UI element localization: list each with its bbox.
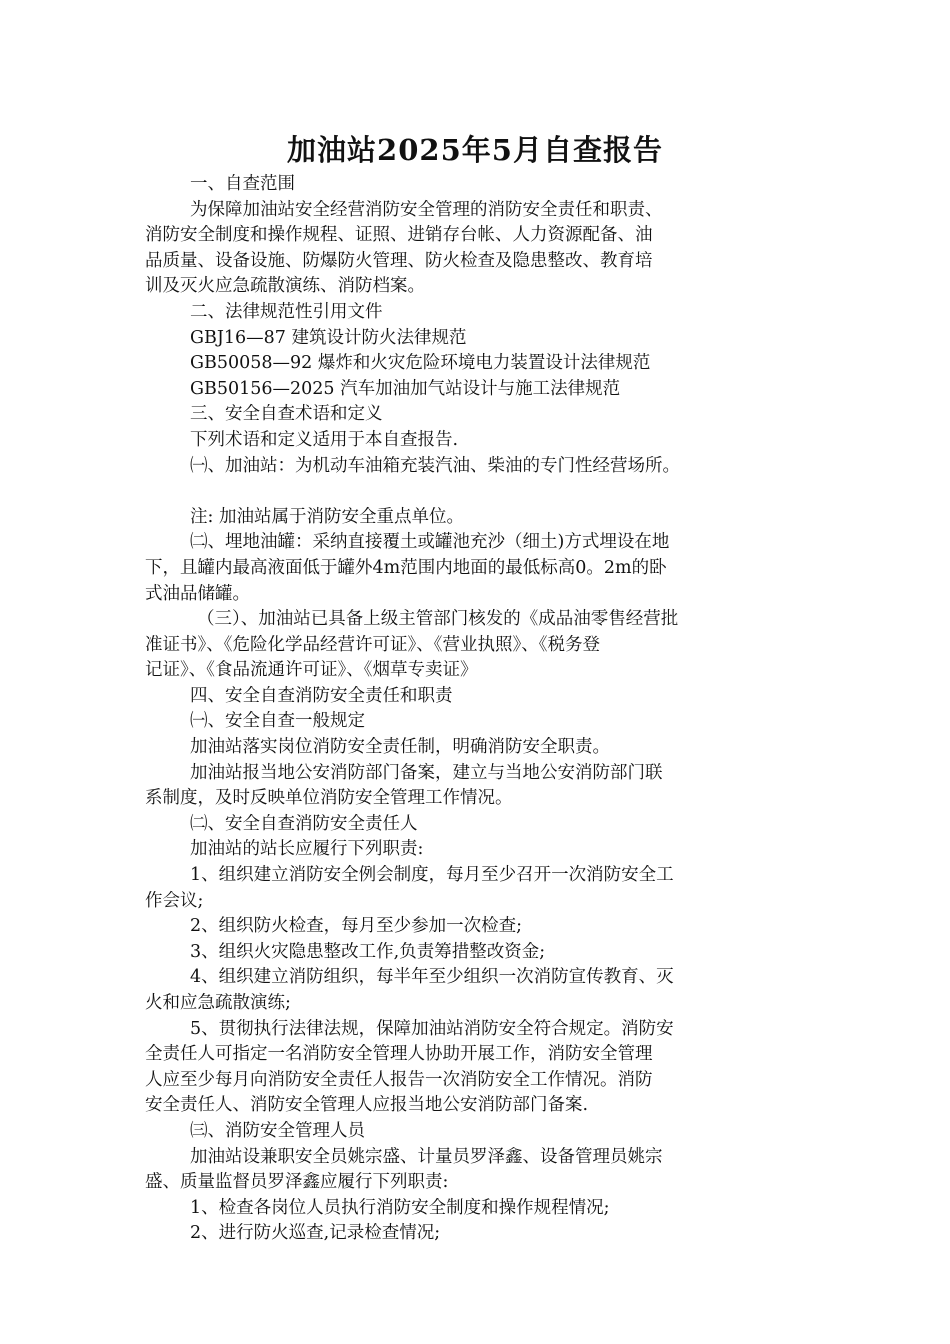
text-line: 2、进行防火巡查,记录检查情况;	[190, 1223, 441, 1244]
text-line: 盛、质量监督员罗泽鑫应履行下列职责:	[145, 1172, 449, 1193]
text-line: 加油站落实岗位消防安全责任制，明确消防安全职责。	[190, 737, 610, 758]
text-line: 2、组织防火检查，每月至少参加一次检查;	[190, 916, 523, 937]
text-line: 一、自查范围	[190, 174, 295, 194]
text-line: ㈠、加油站：为机动车油箱充装汽油、柴油的专门性经营场所。	[190, 455, 680, 476]
text-line: 火和应急疏散演练;	[145, 993, 291, 1013]
text-line: 3、组织火灾隐患整改工作,负责筹措整改资金;	[190, 941, 546, 962]
document-title: 加油站2025年5月自查报告	[287, 133, 663, 167]
text-line: 全责任人可指定一名消防安全管理人协助开展工作，消防安全管理	[145, 1044, 653, 1065]
text-line: 准证书》、《危险化学品经营许可证》、《营业执照》、《税务登	[145, 634, 600, 655]
text-line: 式油品储罐。	[145, 583, 250, 604]
text-line: 为保障加油站安全经营消防安全管理的消防安全责任和职责、	[190, 199, 663, 220]
text-line: 加油站报当地公安消防部门备案，建立与当地公安消防部门联	[190, 762, 663, 783]
text-line: ㈡、埋地油罐：采纳直接覆土或罐池充沙（细土)方式埋设在地	[190, 532, 670, 553]
text-line: 加油站的站长应履行下列职责:	[190, 839, 424, 860]
text-line: 系制度，及时反映单位消防安全管理工作情况。	[145, 788, 513, 809]
text-line: 消防安全制度和操作规程、证照、进销存台帐、人力资源配备、油	[145, 225, 653, 246]
text-line: ㈠、安全自查一般规定	[190, 711, 365, 732]
text-line: 训及灭火应急疏散演练、消防档案。	[145, 276, 425, 297]
text-line: 加油站设兼职安全员姚宗盛、计量员罗泽鑫、设备管理员姚宗	[190, 1146, 663, 1167]
document-body	[145, 172, 805, 1247]
text-line: 1、检查各岗位人员执行消防安全制度和操作规程情况;	[190, 1197, 610, 1218]
text-line: 四、安全自查消防安全责任和职责	[190, 685, 453, 706]
text-line: 作会议;	[145, 890, 204, 911]
text-line: 记证》、《食品流通许可证》、《烟草专卖证》	[145, 660, 478, 681]
text-line: ㈢、消防安全管理人员	[190, 1120, 365, 1141]
text-line: ㈡、安全自查消防安全责任人	[190, 813, 418, 834]
text-line: 品质量、设备设施、防爆防火管理、防火检查及隐患整改、教育培	[145, 250, 653, 271]
text-line: 三、安全自查术语和定义	[190, 404, 383, 425]
text-line: GBJ16—87 建筑设计防火法律规范	[190, 327, 467, 348]
text-line: 二、法律规范性引用文件	[190, 301, 383, 322]
text-line: 下列术语和定义适用于本自查报告.	[190, 429, 459, 450]
text-line: GB50058—92 爆炸和火灾危险环境电力装置设计法律规范	[190, 353, 651, 374]
text-line: GB50156—2025 汽车加油加气站设计与施工法律规范	[190, 378, 621, 399]
text-line: 4、组织建立消防组织，每半年至少组织一次消防宣传教育、灭	[190, 967, 674, 988]
text-line: 人应至少每月向消防安全责任人报告一次消防安全工作情况。消防	[145, 1069, 653, 1090]
text-line: 5、贯彻执行法律法规，保障加油站消防安全符合规定。消防安	[190, 1018, 674, 1039]
text-line: 安全责任人、消防安全管理人应报当地公安消防部门备案.	[145, 1095, 589, 1116]
text-line: 注: 加油站属于消防安全重点单位。	[190, 506, 464, 527]
document-page	[145, 128, 805, 1247]
text-line: 1、组织建立消防安全例会制度，每月至少召开一次消防安全工	[190, 865, 674, 886]
blank-line	[145, 479, 805, 505]
text-line: （三）、加油站已具备上级主管部门核发的《成品油零售经营批	[197, 609, 679, 630]
text-line: 下，且罐内最高液面低于罐外4m范围内地面的最低标高0。2m的卧	[145, 557, 667, 578]
